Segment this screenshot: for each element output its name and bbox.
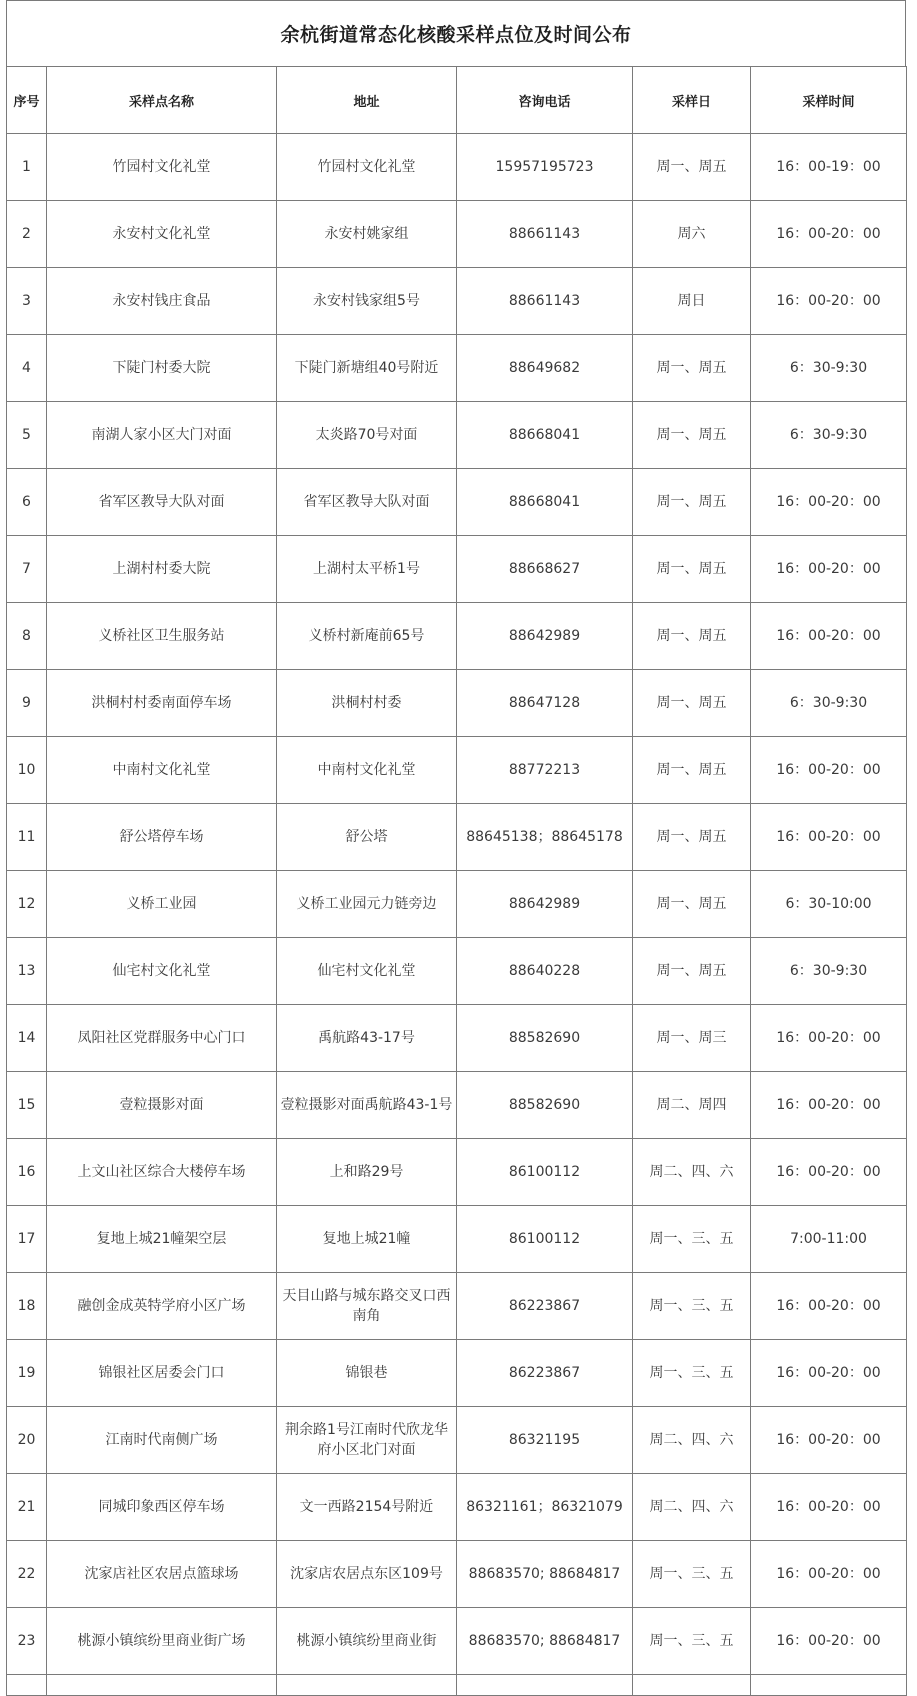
phone-cell: 88683570; 88684817 — [457, 1541, 633, 1608]
sampling-day-cell: 周一、三、五 — [633, 1340, 751, 1407]
phone-cell: 86321195 — [457, 1407, 633, 1474]
site-name-cell: 中南村文化礼堂 — [47, 737, 277, 804]
address-cell: 沈家店农居点东区109号 — [277, 1541, 457, 1608]
column-header-address: 地址 — [277, 67, 457, 134]
site-name-cell: 上湖村村委大院 — [47, 536, 277, 603]
table-row — [7, 603, 907, 670]
sampling-day-cell: 周一、周五 — [633, 670, 751, 737]
site-name-cell: 下陡门村委大院 — [47, 335, 277, 402]
table-row — [7, 536, 907, 603]
address-cell: 竹园村文化礼堂 — [277, 134, 457, 201]
address-cell: 天目山路与城东路交叉口西南角 — [277, 1273, 457, 1340]
column-header-sampling-time: 采样时间 — [751, 67, 907, 134]
phone-cell: 88649682 — [457, 335, 633, 402]
index-cell: 5 — [7, 402, 47, 469]
table-row — [7, 1541, 907, 1608]
address-cell: 永安村姚家组 — [277, 201, 457, 268]
address-cell: 桃源小镇缤纷里商业街 — [277, 1608, 457, 1675]
table-row — [7, 670, 907, 737]
site-name-cell: 竹园村文化礼堂 — [47, 134, 277, 201]
sampling-day-cell: 周一、三、五 — [633, 1273, 751, 1340]
index-cell: 23 — [7, 1608, 47, 1675]
sampling-day-cell: 周日 — [633, 268, 751, 335]
table-row — [7, 402, 907, 469]
address-cell: 舒公塔 — [277, 804, 457, 871]
phone-cell: 86100112 — [457, 1139, 633, 1206]
site-name-cell: 舒公塔停车场 — [47, 804, 277, 871]
index-cell: 17 — [7, 1206, 47, 1273]
phone-cell: 86100112 — [457, 1206, 633, 1273]
table-row — [7, 469, 907, 536]
index-cell: 7 — [7, 536, 47, 603]
sampling-day-cell: 周一、周五 — [633, 603, 751, 670]
index-cell: 1 — [7, 134, 47, 201]
sampling-day-cell: 周一、周五 — [633, 536, 751, 603]
phone-cell: 88772213 — [457, 737, 633, 804]
table-row — [7, 804, 907, 871]
index-cell: 9 — [7, 670, 47, 737]
table-row — [7, 1206, 907, 1273]
sampling-time-cell: 16：00-20：00 — [751, 603, 907, 670]
phone-cell: 88661143 — [457, 201, 633, 268]
sampling-day-cell: 周二、周四 — [633, 1072, 751, 1139]
sampling-time-cell: 16：00-20：00 — [751, 1340, 907, 1407]
column-header-index: 序号 — [7, 67, 47, 134]
sampling-time-cell: 16：00-20：00 — [751, 1608, 907, 1675]
index-cell: 15 — [7, 1072, 47, 1139]
sampling-day-cell: 周二、四、六 — [633, 1407, 751, 1474]
sampling-time-cell: 6：30-9:30 — [751, 670, 907, 737]
site-name-cell: 义桥社区卫生服务站 — [47, 603, 277, 670]
index-cell: 3 — [7, 268, 47, 335]
sampling-day-cell: 周一、三、五 — [633, 1206, 751, 1273]
table-row — [7, 1608, 907, 1675]
address-cell: 省军区教导大队对面 — [277, 469, 457, 536]
sampling-day-cell: 周一、三、五 — [633, 1541, 751, 1608]
table-row — [7, 201, 907, 268]
sampling-time-cell: 16：00-20：00 — [751, 737, 907, 804]
sampling-time-cell: 16：00-20：00 — [751, 201, 907, 268]
sampling-time-cell: 16：00-20：00 — [751, 1005, 907, 1072]
address-cell: 义桥工业园元力链旁边 — [277, 871, 457, 938]
phone-cell: 88582690 — [457, 1005, 633, 1072]
sampling-time-cell: 16：00-20：00 — [751, 536, 907, 603]
table-row — [7, 134, 907, 201]
phone-cell: 88668627 — [457, 536, 633, 603]
table-header-row — [7, 67, 907, 134]
address-cell: 上和路29号 — [277, 1139, 457, 1206]
phone-cell: 88640228 — [457, 938, 633, 1005]
address-cell: 义桥村新庵前65号 — [277, 603, 457, 670]
site-name-cell: 复地上城21幢架空层 — [47, 1206, 277, 1273]
sampling-time-cell: 7:00-11:00 — [751, 1206, 907, 1273]
phone-cell: 15957195723 — [457, 134, 633, 201]
sampling-time-cell: 16：00-20：00 — [751, 1273, 907, 1340]
table-row — [7, 1005, 907, 1072]
phone-cell: 88642989 — [457, 871, 633, 938]
sampling-day-cell: 周二、四、六 — [633, 1474, 751, 1541]
phone-cell: 86321161；86321079 — [457, 1474, 633, 1541]
index-cell: 8 — [7, 603, 47, 670]
phone-cell: 88645138；88645178 — [457, 804, 633, 871]
sampling-day-cell: 周一、周五 — [633, 335, 751, 402]
site-name-cell: 壹粒摄影对面 — [47, 1072, 277, 1139]
table-row — [7, 1273, 907, 1340]
sampling-day-cell: 周一、周三 — [633, 1005, 751, 1072]
site-name-cell: 沈家店社区农居点篮球场 — [47, 1541, 277, 1608]
index-cell: 19 — [7, 1340, 47, 1407]
index-cell: 12 — [7, 871, 47, 938]
site-name-cell: 锦银社区居委会门口 — [47, 1340, 277, 1407]
table-row — [7, 938, 907, 1005]
index-cell: 6 — [7, 469, 47, 536]
table-row — [7, 1072, 907, 1139]
phone-cell: 86223867 — [457, 1273, 633, 1340]
table-row — [7, 1139, 907, 1206]
sampling-day-cell: 周一、周五 — [633, 737, 751, 804]
table-row — [7, 335, 907, 402]
site-name-cell: 省军区教导大队对面 — [47, 469, 277, 536]
index-cell: 11 — [7, 804, 47, 871]
table-row — [7, 1340, 907, 1407]
site-name-cell: 上文山社区综合大楼停车场 — [47, 1139, 277, 1206]
sampling-time-cell: 6：30-9:30 — [751, 335, 907, 402]
index-cell: 4 — [7, 335, 47, 402]
column-header-phone: 咨询电话 — [457, 67, 633, 134]
sampling-day-cell: 周一、周五 — [633, 871, 751, 938]
sampling-time-cell: 16：00-19：00 — [751, 134, 907, 201]
sampling-day-cell: 周二、四、六 — [633, 1139, 751, 1206]
phone-cell: 86223867 — [457, 1340, 633, 1407]
address-cell: 上湖村太平桥1号 — [277, 536, 457, 603]
sampling-day-cell: 周一、周五 — [633, 402, 751, 469]
address-cell: 仙宅村文化礼堂 — [277, 938, 457, 1005]
sampling-time-cell: 16：00-20：00 — [751, 469, 907, 536]
index-cell: 14 — [7, 1005, 47, 1072]
address-cell: 永安村钱家组5号 — [277, 268, 457, 335]
address-cell: 锦银巷 — [277, 1340, 457, 1407]
index-cell: 13 — [7, 938, 47, 1005]
address-cell: 中南村文化礼堂 — [277, 737, 457, 804]
sampling-time-cell: 16：00-20：00 — [751, 1072, 907, 1139]
sampling-time-cell: 16：00-20：00 — [751, 804, 907, 871]
address-cell: 复地上城21幢 — [277, 1206, 457, 1273]
phone-cell: 88668041 — [457, 469, 633, 536]
site-name-cell: 同城印象西区停车场 — [47, 1474, 277, 1541]
page-title: 余杭街道常态化核酸采样点位及时间公布 — [280, 24, 632, 46]
sampling-day-cell: 周一、周五 — [633, 804, 751, 871]
site-name-cell: 江南时代南侧广场 — [47, 1407, 277, 1474]
table-row — [7, 737, 907, 804]
index-cell: 10 — [7, 737, 47, 804]
sampling-time-cell: 16：00-20：00 — [751, 268, 907, 335]
title-bar — [6, 0, 906, 66]
site-name-cell: 永安村钱庄食品 — [47, 268, 277, 335]
index-cell: 16 — [7, 1139, 47, 1206]
sampling-day-cell: 周一、周五 — [633, 469, 751, 536]
address-cell: 洪桐村村委 — [277, 670, 457, 737]
column-header-sampling-day: 采样日 — [633, 67, 751, 134]
site-name-cell: 融创金成英特学府小区广场 — [47, 1273, 277, 1340]
phone-cell: 88683570; 88684817 — [457, 1608, 633, 1675]
sampling-day-cell: 周一、周五 — [633, 134, 751, 201]
address-cell: 下陡门新塘组40号附近 — [277, 335, 457, 402]
address-cell: 禹航路43-17号 — [277, 1005, 457, 1072]
index-cell: 2 — [7, 201, 47, 268]
site-name-cell: 凤阳社区党群服务中心门口 — [47, 1005, 277, 1072]
site-name-cell: 仙宅村文化礼堂 — [47, 938, 277, 1005]
phone-cell: 88582690 — [457, 1072, 633, 1139]
table-row — [7, 871, 907, 938]
index-cell: 18 — [7, 1273, 47, 1340]
phone-cell: 88661143 — [457, 268, 633, 335]
phone-cell: 88647128 — [457, 670, 633, 737]
phone-cell: 88668041 — [457, 402, 633, 469]
table-row — [7, 1407, 907, 1474]
sampling-time-cell: 16：00-20：00 — [751, 1407, 907, 1474]
table-row — [7, 1474, 907, 1541]
sampling-time-cell: 6：30-9:30 — [751, 938, 907, 1005]
sampling-day-cell: 周一、三、五 — [633, 1608, 751, 1675]
sampling-sites-table — [6, 66, 907, 1696]
sampling-time-cell: 16：00-20：00 — [751, 1139, 907, 1206]
sampling-time-cell: 6：30-10:00 — [751, 871, 907, 938]
sampling-time-cell: 16：00-20：00 — [751, 1474, 907, 1541]
table-row — [7, 268, 907, 335]
index-cell: 20 — [7, 1407, 47, 1474]
site-name-cell: 桃源小镇缤纷里商业街广场 — [47, 1608, 277, 1675]
address-cell: 太炎路70号对面 — [277, 402, 457, 469]
sampling-time-cell: 6：30-9:30 — [751, 402, 907, 469]
address-cell: 文一西路2154号附近 — [277, 1474, 457, 1541]
address-cell: 荆余路1号江南时代欣龙华府小区北门对面 — [277, 1407, 457, 1474]
index-cell: 21 — [7, 1474, 47, 1541]
site-name-cell: 洪桐村村委南面停车场 — [47, 670, 277, 737]
column-header-site-name: 采样点名称 — [47, 67, 277, 134]
phone-cell: 88642989 — [457, 603, 633, 670]
site-name-cell: 南湖人家小区大门对面 — [47, 402, 277, 469]
site-name-cell: 义桥工业园 — [47, 871, 277, 938]
address-cell: 壹粒摄影对面禹航路43-1号 — [277, 1072, 457, 1139]
site-name-cell: 永安村文化礼堂 — [47, 201, 277, 268]
index-cell: 22 — [7, 1541, 47, 1608]
sampling-day-cell: 周六 — [633, 201, 751, 268]
sampling-day-cell: 周一、周五 — [633, 938, 751, 1005]
sampling-time-cell: 16：00-20：00 — [751, 1541, 907, 1608]
